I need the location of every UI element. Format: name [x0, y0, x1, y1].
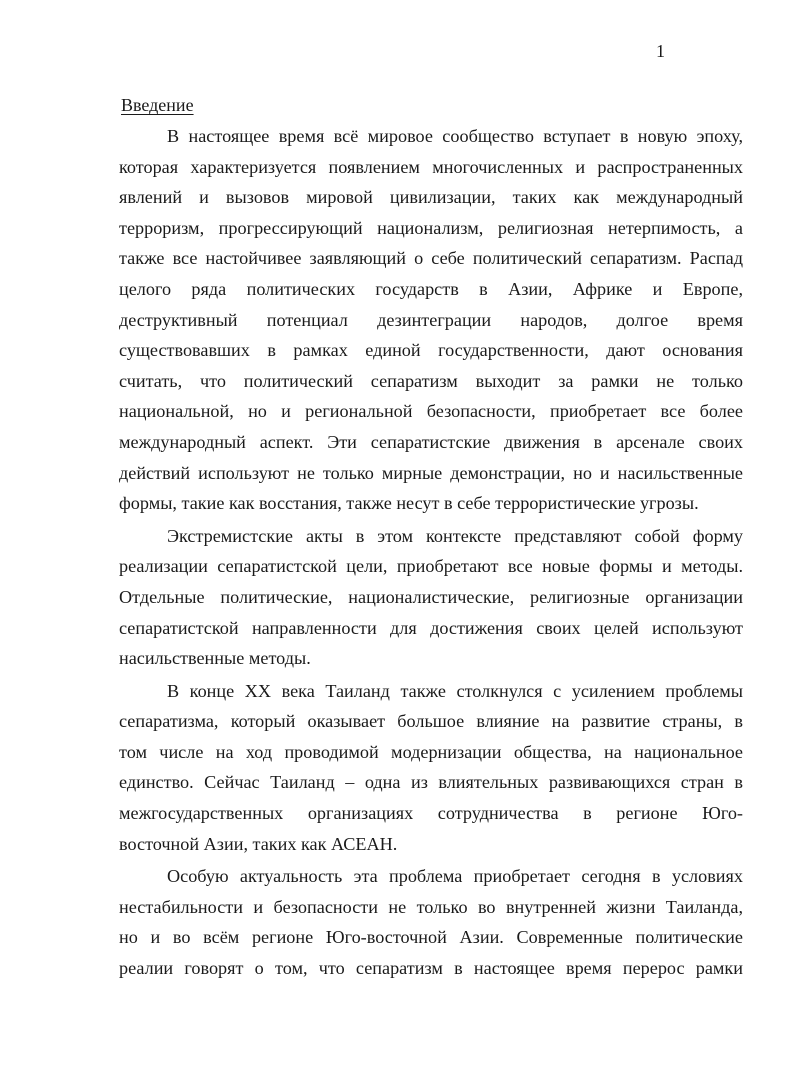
section-heading: Введение — [121, 95, 194, 115]
text-line: международный аспект. Эти сепаратистские движения в арсенале своих — [119, 431, 743, 452]
text-line: целого ряда политических государств в Азии, Африке и Европе, — [119, 278, 743, 299]
text-line: формы, такие как восстания, также несут в себе террористические угрозы. — [119, 493, 699, 514]
text-line: существовавших в рамках единой государственности, дают основания — [119, 340, 743, 361]
text-line: Особую актуальность эта проблема приобретает сегодня в условиях — [167, 866, 743, 887]
text-line: В настоящее время всё мировое сообщество вступает в новую эпоху, — [167, 126, 743, 146]
text-line: считать, что политический сепаратизм выходит за рамки не только — [119, 370, 743, 391]
text-line: В конце XX века Таиланд также столкнулся с усилением проблемы — [167, 680, 743, 701]
text-line: явлений и вызовов мировой цивилизации, таких как международный — [119, 187, 743, 208]
text-line: сепаратизма, который оказывает большое влияние на развитие страны, в — [119, 711, 743, 732]
paragraph — [119, 121, 743, 519]
text-line: которая характеризуется появлением многочисленных и распространенных — [119, 156, 743, 177]
text-line: реализации сепаратистской цели, приобретают все новые формы и методы. — [119, 556, 743, 577]
text-line: восточной Азии, таких как АСЕАН. — [119, 833, 398, 854]
text-line: единство. Сейчас Таиланд – одна из влиятельных развивающихся стран в — [119, 772, 743, 793]
text-line: Отдельные политические, националистические, религиозные организации — [119, 586, 743, 607]
page-number: 1 — [656, 41, 665, 61]
body-text — [119, 121, 743, 984]
text-line: сепаратистской направленности для достижения своих целей используют — [119, 617, 743, 638]
text-line: Экстремистские акты в этом контексте представляют собой форму — [167, 525, 743, 546]
paragraph — [119, 521, 743, 674]
text-line: также все настойчивее заявляющий о себе политический сепаратизм. Распад — [119, 248, 743, 269]
paragraph — [119, 676, 743, 860]
paragraph — [119, 861, 743, 983]
text-line: нестабильности и безопасности не только во внутренней жизни Таиланда, — [119, 896, 743, 917]
text-line: реалии говорят о том, что сепаратизм в настоящее время перерос рамки — [119, 958, 743, 979]
text-line: деструктивный потенциал дезинтеграции народов, долгое время — [119, 309, 743, 330]
text-line: межгосударственных организациях сотрудничества в регионе Юго- — [119, 803, 743, 824]
text-line: национальной, но и региональной безопасности, приобретает все более — [119, 401, 743, 422]
text-line: но и во всём регионе Юго-восточной Азии. Современные политические — [119, 927, 743, 948]
text-line: том числе на ход проводимой модернизации общества, на национальное — [119, 741, 743, 762]
text-line: терроризм, прогрессирующий национализм, религиозная нетерпимость, а — [119, 217, 743, 238]
text-line: насильственные методы. — [119, 648, 311, 669]
text-line: действий используют не только мирные демонстрации, но и насильственные — [119, 462, 743, 483]
